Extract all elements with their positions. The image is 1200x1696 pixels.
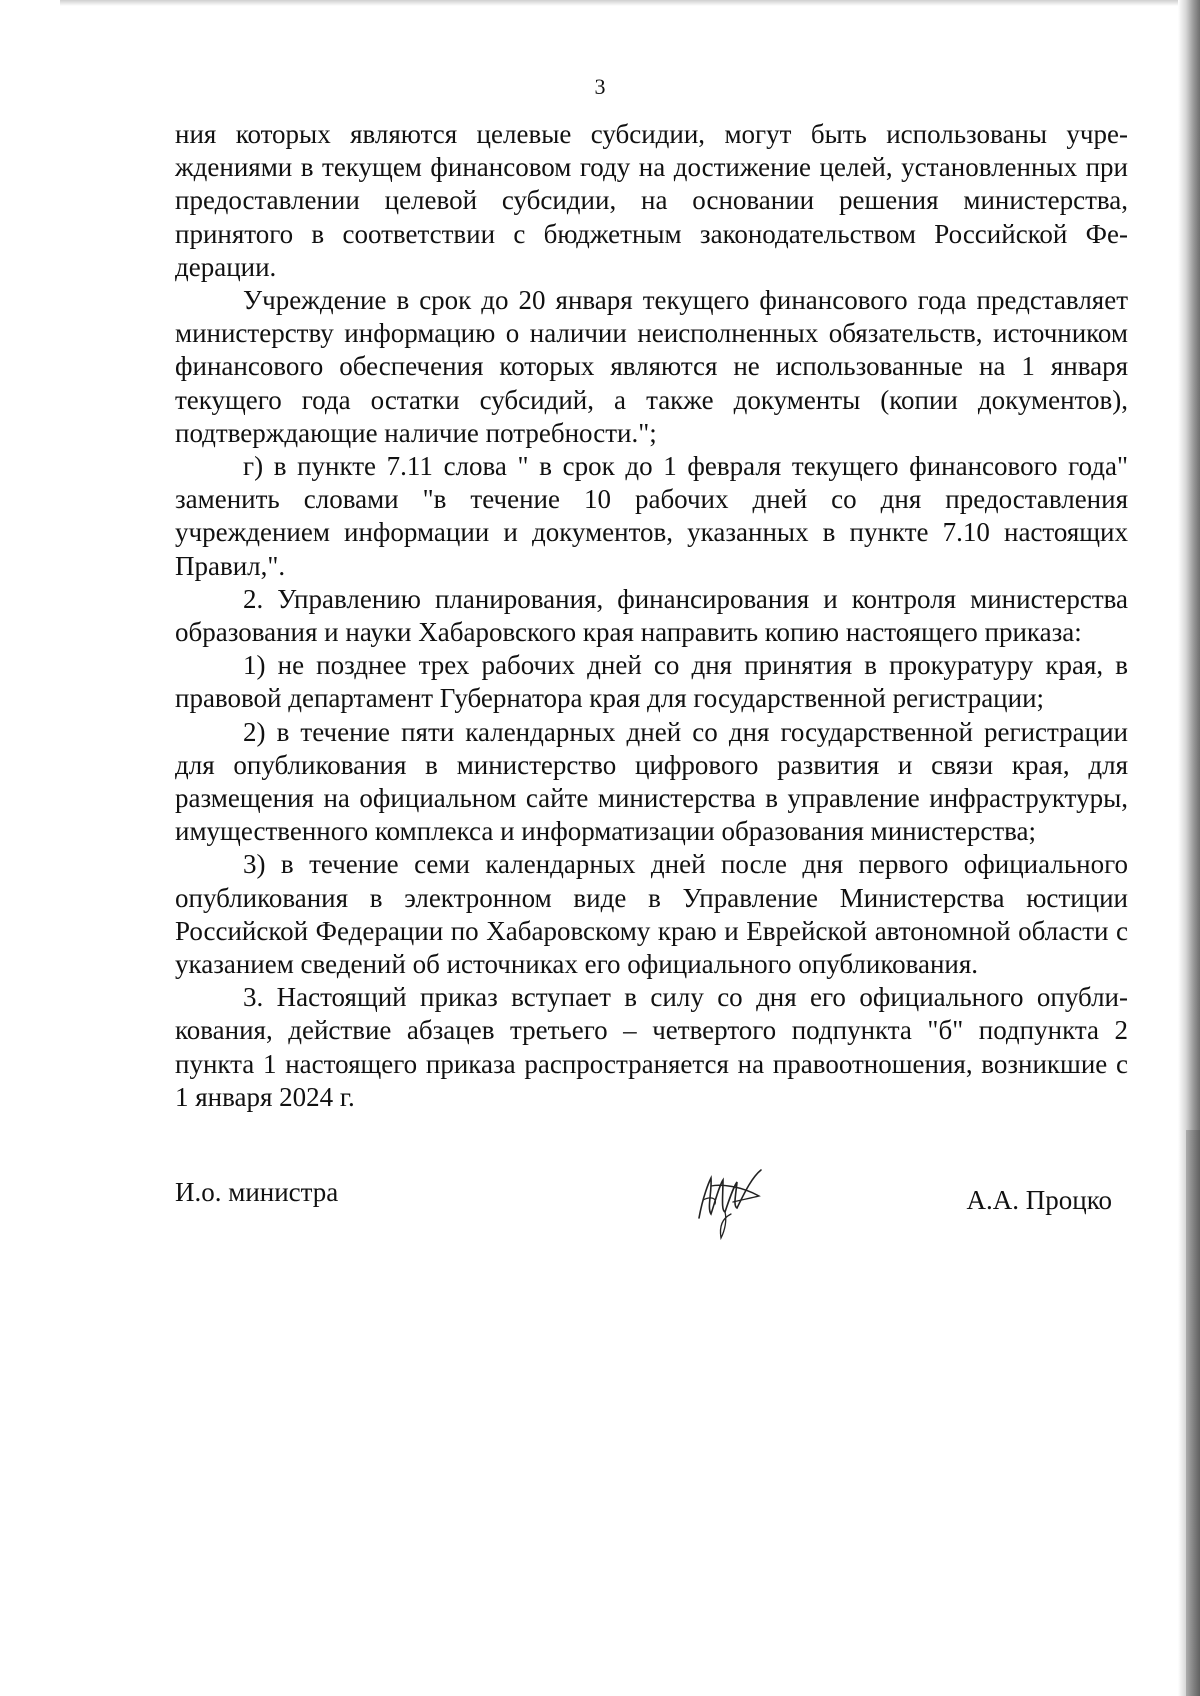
handwritten-signature-icon [681, 1156, 781, 1246]
paragraph-item-2-2: 2) в течение пяти календарных дней со дня государственной регистрации для опубликования в министерство цифрового развития и связи края, для размещения на официальном сайте министерства в управление инфраструктуры, имущественного комплекса и информатизации образования министерства; [175, 716, 1128, 847]
signer-role: И.о. министра [175, 1177, 339, 1207]
signature-block [175, 1166, 1128, 1246]
paragraph-subitem-g: г) в пункте 7.11 слова " в срок до 1 февраля текущего финансового года" заменить словами "в течение 10 рабочих дней со дня предоставления учреждением информации и документов, указанных в пункте 7.10 настоящих Правил,". [175, 451, 1128, 581]
page-number: 3 [594, 74, 606, 99]
scan-edge-top [60, 0, 1200, 6]
paragraph-continuation: ния которых являются целевые субсидии, могут быть использованы учреждениями в текущем финансовом году на достижение целей, установленных при предоставлении целевой субсидии, на основании решения министерства, принятого в соответствии с бюджетным законодательством Российской Федерации. [175, 119, 1128, 282]
paragraph-item-2: 2. Управлению планирования, финансирования и контроля министерства образования и науки Хабаровского края направить копию настоящего приказа: [175, 583, 1128, 648]
signer-name: А.А. Процко [966, 1185, 1112, 1215]
paragraph-item-3: 3. Настоящий приказ вступает в силу со дня его официального опубликования, действие абзацев третьего – четвертого подпункта "б" подпункта 2 пункта 1 настоящего приказа распространяется на правоотношения, возникшие с 1 января 2024 г. [175, 982, 1128, 1112]
paragraph-item-2-3: 3) в течение семи календарных дней после дня первого официального опубликования в электронном виде в Управление Министерства юстиции Российской Федерации по Хабаровскому краю и Еврейской автономной области с указанием сведений об источниках его официального опубликования. [175, 849, 1128, 980]
paragraph-institution-deadline: Учреждение в срок до 20 января текущего финансового года представляет министерству информацию о наличии неисполненных обязательств, источником финансового обеспечения которых являются не использованные на 1 января текущего года остатки субсидий, а также документы (копии документов), подтверждающие наличие потребности."; [175, 285, 1128, 448]
document-body [175, 118, 1128, 1114]
scan-edge-right-shadow [1186, 1130, 1200, 1696]
paragraph-item-2-1: 1) не позднее трех рабочих дней со дня принятия в прокуратуру края, в правовой департамент Губернатора края для государственной регистрации; [175, 650, 1128, 714]
